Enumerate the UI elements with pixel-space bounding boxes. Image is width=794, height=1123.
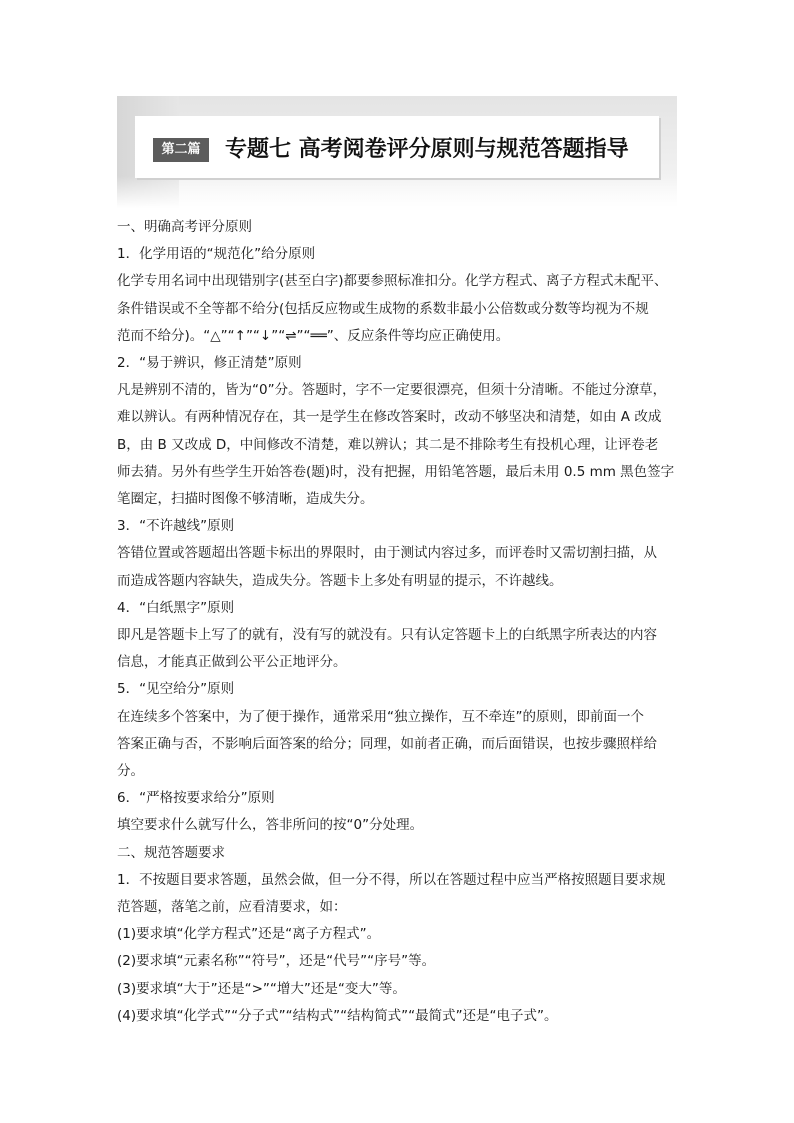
text-line: 分。	[117, 763, 144, 780]
subsection-heading: 1．化学用语的“规范化”给分原则	[117, 246, 316, 263]
text-line: 答案正确与否，不影响后面答案的给分；同理，如前者正确，而后面错误，也按步骤照样给	[117, 735, 657, 752]
text-line: 1．不按题目要求答题，虽然会做，但一分不得，所以在答题过程中应当严格按照题目要求规	[117, 871, 666, 888]
text-line: 笔圈定，扫描时图像不够清晰，造成失分。	[117, 491, 374, 508]
chapter-banner	[117, 96, 677, 208]
subsection-heading: 6．“严格按要求给分”原则	[117, 790, 275, 807]
text-line: 即凡是答题卡上写了的就有，没有写的就没有。只有认定答题卡上的白纸黑字所表达的内容	[117, 627, 657, 644]
subsection-heading: 4．“白纸黑字”原则	[117, 599, 235, 616]
text-line: B，由 B 又改成 D，中间修改不清楚，难以辨认；其二是不排除考生有投机心理，让评卷老	[117, 436, 659, 453]
text-line: 难以辨认。有两种情况存在，其一是学生在修改答案时，改动不够坚决和清楚，如由 A 改成	[117, 409, 662, 426]
text-line: 范答题，落笔之前，应看清要求，如：	[117, 899, 347, 916]
list-item: (1)要求填“化学方程式”还是“离子方程式”。	[117, 926, 381, 943]
banner-fade	[117, 176, 677, 208]
text-line: 信息，才能真正做到公平公正地评分。	[117, 654, 347, 671]
text-line: 凡是辨别不清的，皆为“0”分。答题时，字不一定要很漂亮，但须十分清晰。不能过分潦草，	[117, 382, 667, 399]
text-line: 填空要求什么就写什么，答非所问的按“0”分处理。	[117, 817, 424, 834]
list-item: (2)要求填“元素名称”“符号”，还是“代号”“序号”等。	[117, 953, 436, 970]
subsection-heading: 3．“不许越线”原则	[117, 518, 235, 535]
text-line: 师去猜。另外有些学生开始答卷(题)时，没有把握，用铅笔答题，最后未用 0.5 mm 黑色签字	[117, 463, 675, 480]
text-line: 条件错误或不全等都不给分(包括反应物或生成物的系数非最小公倍数或分数等均视为不规	[117, 300, 649, 317]
document-body	[117, 214, 679, 1030]
subsection-heading: 5．“见空给分”原则	[117, 681, 235, 698]
list-item: (4)要求填“化学式”“分子式”“结构式”“结构简式”“最简式”还是“电子式”。	[117, 1007, 558, 1024]
section-heading: 二、规范答题要求	[117, 844, 225, 861]
subsection-heading: 2．“易于辨识，修正清楚”原则	[117, 355, 302, 372]
text-line: 范而不给分)。“△”“↑”“↓”“⇌”“══”、反应条件等均应正确使用。	[117, 327, 510, 344]
chapter-title: 专题七 高考阅卷评分原则与规范答题指导	[225, 137, 629, 162]
list-item: (3)要求填“大于”还是“>”“增大”还是“变大”等。	[117, 980, 406, 997]
text-line: 在连续多个答案中，为了便于操作，通常采用“独立操作，互不牵连”的原则，即前面一个	[117, 708, 644, 725]
part-tag: 第二篇	[153, 138, 209, 162]
section-heading: 一、明确高考评分原则	[117, 219, 252, 235]
text-line: 答错位置或答题超出答题卡标出的界限时，由于测试内容过多，而评卷时又需切割扫描，从	[117, 545, 657, 562]
text-line: 而造成答题内容缺失，造成失分。答题卡上多处有明显的提示，不许越线。	[117, 572, 563, 589]
text-line: 化学专用名词中出现错别字(甚至白字)都要参照标准扣分。化学方程式、离子方程式未配平、	[117, 273, 668, 290]
